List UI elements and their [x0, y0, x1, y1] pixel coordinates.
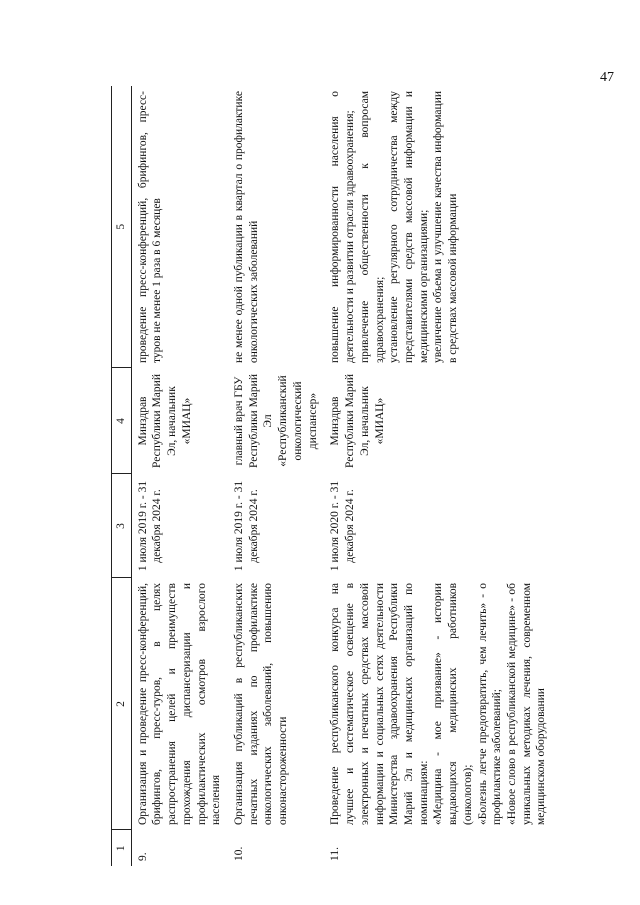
nomination-text: «Медицина - мое призвание» - истории выдающихся медицинских работников (онкологов); [432, 583, 474, 825]
table-row [228, 86, 324, 866]
page-number: 47 [600, 70, 614, 85]
row-number: 11. [329, 847, 342, 861]
responsible-cell: главный врач ГБУ Республики Марий Эл «Республиканский онкологический диспансер» [233, 374, 319, 468]
column-header: 3 [112, 474, 132, 578]
activity-text: Проведение республиканского конкурса на лучшее и систематическое освещение в электронных и печатных средствах массовой информации и социальных сетях деятельности Министерства здравоохранения Республики Марий Эл и медицинских организаций по номинациям: [329, 583, 430, 825]
activity-cell [324, 578, 553, 830]
dates-cell: 1 июля 2020 г. - 31 декабря 2024 г. [329, 480, 357, 572]
nomination-text: «Болезнь легче предотвратить, чем лечить» - о профилактике заболеваний; [476, 583, 504, 825]
column-header: 1 [112, 830, 132, 866]
result-cell [131, 86, 228, 368]
dates-cell: 1 июля 2019 г. - 31 декабря 2024 г. [233, 480, 260, 572]
table-row [131, 86, 228, 866]
activity-text: Организация и проведение пресс-конференций, брифингов, пресс-туров, в целях распространения целей и преимуществ прохождения диспансеризации и профилактических осмотров взрослого населения [136, 583, 223, 825]
measures-table [111, 86, 553, 866]
result-cell [324, 86, 553, 368]
result-text: увеличение объема и улучшение качества информации в средствах массовой информации [432, 91, 460, 363]
column-header: 5 [112, 86, 132, 368]
result-text: привлечение общественности к вопросам здравоохранения; [358, 91, 386, 363]
rotated-table-page [111, 86, 548, 866]
table-row [324, 86, 553, 866]
result-cell [228, 86, 324, 368]
column-header: 2 [112, 578, 132, 830]
dates-cell: 1 июля 2019 г. - 31 декабря 2024 г. [136, 480, 164, 572]
result-text: проведение пресс-конференций, брифингов, пресс-туров не менее 1 раза в 6 месяцев [136, 91, 164, 363]
activity-cell [228, 578, 324, 830]
row-number: 9. [136, 852, 149, 861]
activity-text: Организация публикаций в республиканских печатных изданиях по профилактике онкологических заболеваний, повышению онконастороженности [233, 583, 290, 825]
column-header: 4 [112, 368, 132, 474]
responsible-cell: Минздрав Республики Марий Эл, начальник «МИАЦ» [329, 374, 386, 468]
activity-cell [131, 578, 228, 830]
result-text: не менее одной публикации в квартал о профилактике онкологических заболеваний [233, 91, 260, 363]
responsible-cell: Минздрав Республики Марий Эл, начальник «МИАЦ» [136, 374, 193, 468]
table-header-row [112, 86, 132, 866]
nomination-text: «Новое слово в республиканской медицине» - об уникальных методиках лечения, современном медицинском оборудовании [505, 583, 548, 825]
result-text: установление регулярного сотрудничества между представителями средств массовой информации и медицинскими организациями; [388, 91, 430, 363]
result-text: повышение информированности населения о деятельности и развитии отрасли здравоохранения; [329, 91, 357, 363]
row-number: 10. [233, 846, 246, 861]
